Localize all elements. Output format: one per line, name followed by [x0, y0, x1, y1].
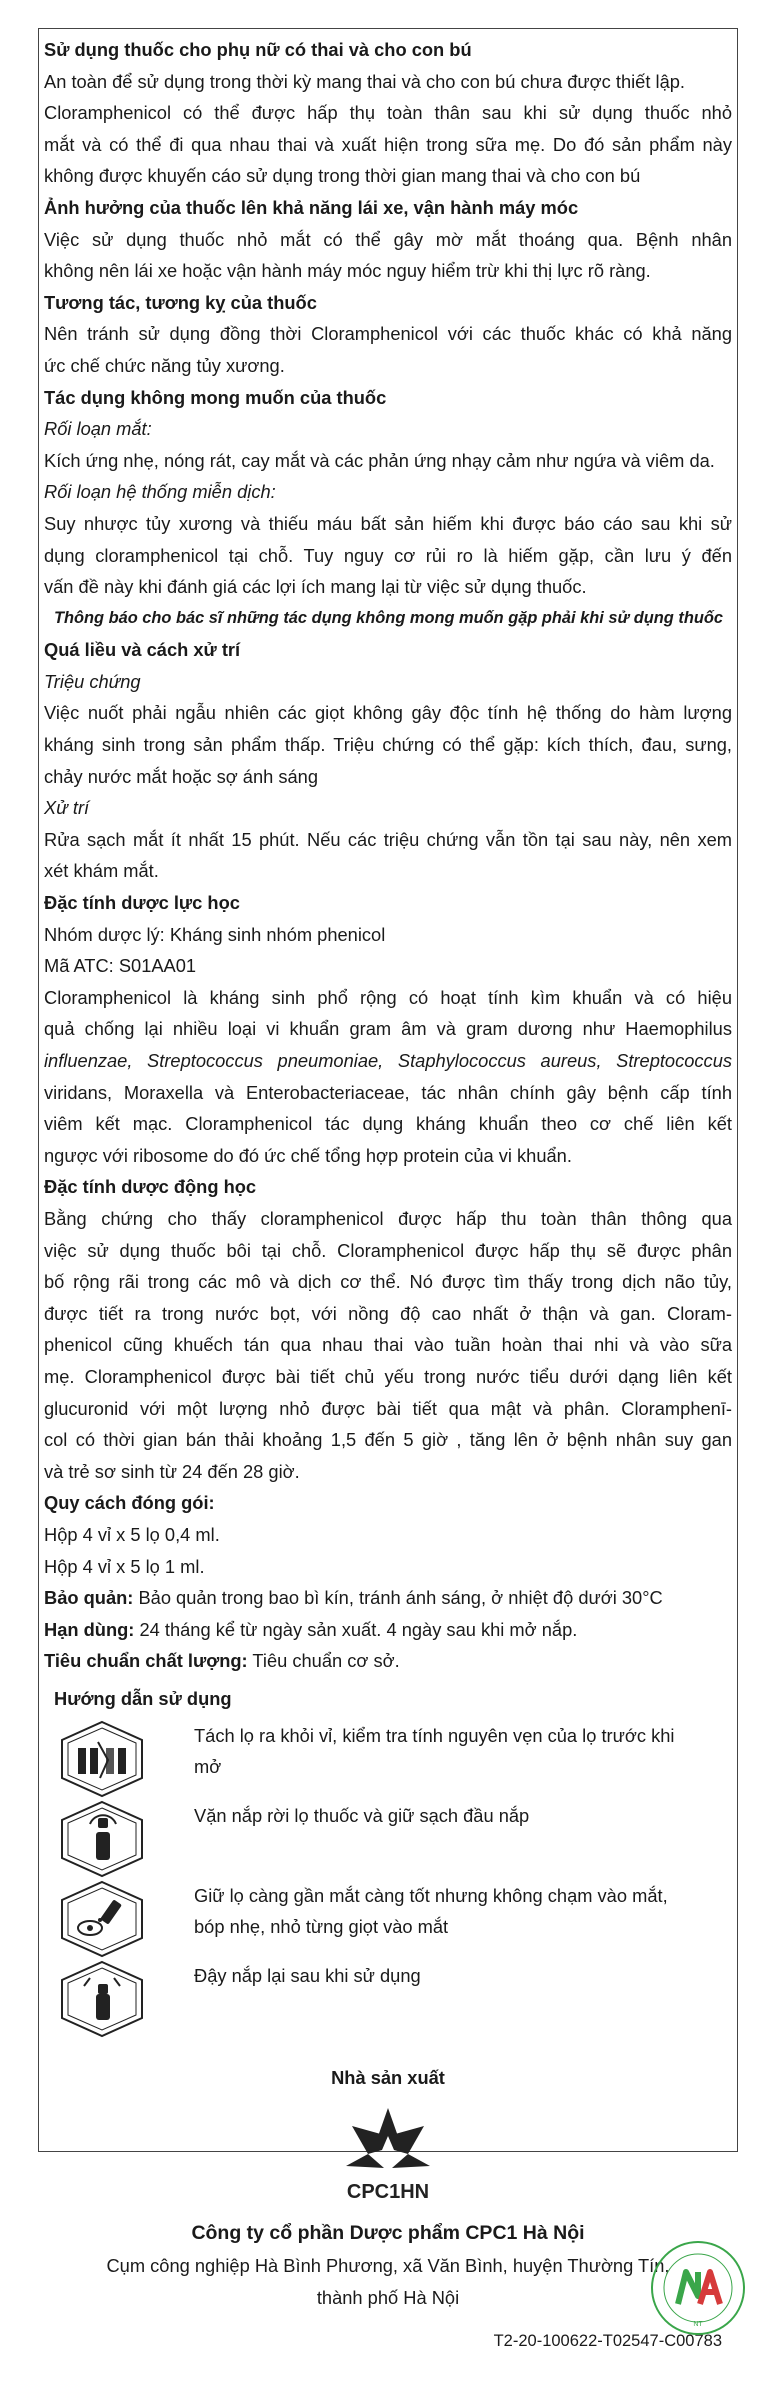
leaflet-text — [44, 34, 732, 1677]
vial-open-icon — [54, 1800, 150, 1878]
eye-drop-icon — [54, 1880, 150, 1958]
text-line: Tác dụng không mong muốn của thuốc — [44, 386, 387, 408]
text-line: An toàn để sử dụng trong thời kỳ mang thai và cho con bú chưa được thiết lập. — [44, 70, 685, 92]
text-line: col có thời gian bán thải khoảng 1,5 đến 5 giờ , tăng lên ở bệnh nhân suy gan — [44, 1429, 732, 1451]
text-line: không được khuyến cáo sử dụng trong thời gian mang thai và cho con bú — [44, 165, 641, 187]
text-line: Việc nuốt phải ngẫu nhiên các giọt không gây độc tính hệ thống do hàm lượng — [44, 702, 732, 724]
text-line: chảy nước mắt hoặc sợ ánh sáng — [44, 765, 319, 787]
leaflet-content — [44, 34, 732, 2351]
text-line: xét khám mắt. — [44, 860, 159, 882]
text-line: không nên lái xe hoặc vận hành máy móc nguy hiểm trừ khi thị lực rõ ràng. — [44, 260, 651, 282]
text-line: viridans, Moraxella và Enterobacteriaceae, tác nhân chính gây bệnh cấp tính — [44, 1081, 732, 1103]
text-line: Nhóm dược lý: Kháng sinh nhóm phenicol — [44, 923, 386, 945]
text-line: Ảnh hưởng của thuốc lên khả năng lái xe, vận hành máy móc — [44, 196, 579, 218]
text-line: Rối loạn hệ thống miễn dịch: — [44, 481, 276, 503]
usage-step-text: Đậy nắp lại sau khi sử dụng — [194, 1965, 421, 1987]
text-line: phenicol cũng khuếch tán qua nhau thai vào tuần hoàn thai nhi và vào sữa — [44, 1334, 732, 1356]
manufacturer-title: Nhà sản xuất — [331, 2067, 445, 2089]
text-line: Đặc tính dược lực học — [44, 892, 240, 914]
text-line: Kích ứng nhẹ, nóng rát, cay mắt và các phản ứng nhạy cảm như ngứa và viêm da. — [44, 449, 715, 471]
document-code: T2-20-100622-T02547-C00783 — [493, 2331, 722, 2350]
manufacturer-section — [44, 2062, 732, 2313]
text-line: được tiết ra trong nước bọt, với nồng độ cao nhất ở thận và gan. Cloram- — [44, 1302, 732, 1324]
company-address-2: thành phố Hà Nội — [316, 2286, 460, 2308]
text-line: Hộp 4 vỉ x 5 lọ 0,4 ml. — [44, 1523, 220, 1545]
text-line: ức chế chức năng tủy xương. — [44, 354, 285, 376]
text-line: bố rộng rãi trong các mô và dịch cơ thể. Nó được tìm thấy trong dịch não tủy, — [44, 1271, 732, 1293]
text-line: Rửa sạch mắt ít nhất 15 phút. Nếu các triệu chứng vẫn tồn tại sau này, nên xem — [44, 828, 732, 850]
text-line: glucuronid với một lượng nhỏ được bài tiết qua mật và phân. Cloramphenī- — [44, 1397, 732, 1419]
text-line: quả chống lại nhiều loại vi khuẩn gram âm và gram dương như Haemophilus — [44, 1018, 732, 1040]
usage-step — [54, 1720, 732, 1800]
field-value: 24 tháng kể từ ngày sản xuất. 4 ngày sau khi mở nắp. — [134, 1618, 578, 1640]
field-value: Tiêu chuẩn cơ sở. — [247, 1650, 400, 1672]
text-line: và trẻ sơ sinh từ 24 đến 28 giờ. — [44, 1460, 300, 1482]
usage-step — [54, 1960, 732, 2040]
pharmacy-stamp — [648, 2238, 748, 2338]
text-line: Thông báo cho bác sĩ những tác dụng không mong muốn gặp phải khi sử dụng thuốc — [54, 608, 723, 627]
text-line: Triệu chứng — [44, 670, 141, 692]
text-line: dụng cloramphenicol tại chỗ. Tuy nguy cơ rủi ro là hiếm gặp, cần lưu ý đến — [44, 544, 732, 566]
text-line: Việc sử dụng thuốc nhỏ mắt có thể gây mờ mắt thoáng qua. Bệnh nhân — [44, 228, 732, 250]
vial-tear-icon — [54, 1720, 150, 1798]
text-line: Hộp 4 vỉ x 5 lọ 1 ml. — [44, 1555, 205, 1577]
text-line: mắt và có thể đi qua nhau thai và xuất hiện trong sữa mẹ. Do đó sản phẩm này — [44, 133, 732, 155]
usage-step — [54, 1880, 732, 1960]
field-label: Hạn dùng: — [44, 1618, 135, 1640]
text-line: Đặc tính dược động học — [44, 1176, 257, 1198]
text-line: việc sử dụng thuốc bôi tại chỗ. Cloramphenicol được hấp thụ sẽ được phân — [44, 1239, 732, 1261]
text-line — [44, 1582, 732, 1614]
field-label: Tiêu chuẩn chất lượng: — [44, 1650, 248, 1672]
text-line: Cloramphenicol có thể được hấp thụ toàn thân sau khi sử dụng thuốc nhỏ — [44, 102, 732, 124]
company-address-1: Cụm công nghiệp Hà Bình Phương, xã Văn Bình, huyện Thường Tín, — [106, 2254, 670, 2276]
text-line: Rối loạn mắt: — [44, 418, 152, 440]
text-line: Sử dụng thuốc cho phụ nữ có thai và cho con bú — [44, 39, 472, 60]
usage-guide-title: Hướng dẫn sử dụng — [54, 1687, 232, 1709]
cpc1-logo — [328, 2102, 448, 2212]
logo-text: CPC1HN — [346, 2181, 430, 2204]
text-line — [44, 1645, 732, 1677]
text-line: viêm kết mạc. Cloramphenicol tác dụng kháng khuẩn theo cơ chế liên kết — [44, 1113, 732, 1135]
text-line: Cloramphenicol là kháng sinh phổ rộng có hoạt tính kìm khuẩn và có hiệu — [44, 986, 732, 1008]
stamp-logo: NT — [693, 2321, 703, 2328]
text-line: Quá liều và cách xử trí — [44, 639, 241, 661]
usage-step-text: Tách lọ ra khỏi vỉ, kiểm tra tính nguyên vẹn của lọ trước khi mở — [194, 1725, 675, 1778]
text-line: kháng sinh trong sản phẩm thấp. Triệu chứng có thể gặp: kích thích, đau, sưng, — [44, 734, 732, 756]
text-line: Quy cách đóng gói: — [44, 1492, 215, 1514]
field-label: Bảo quản: — [44, 1587, 134, 1609]
text-line: ngược với ribosome do đó ức chế tổng hợp protein của vi khuẩn. — [44, 1144, 572, 1166]
text-line: Suy nhược tủy xương và thiếu máu bất sản hiếm khi được báo cáo sau khi sử — [44, 512, 732, 534]
usage-step-text: Giữ lọ càng gần mắt càng tốt nhưng không chạm vào mắt, bóp nhẹ, nhỏ từng giọt vào mắt — [194, 1885, 668, 1938]
field-value: Bảo quản trong bao bì kín, tránh ánh sáng, ở nhiệt độ dưới 30°C — [133, 1587, 663, 1609]
text-line: Tương tác, tương kỵ của thuốc — [44, 291, 317, 313]
text-line: influenzae, Streptococcus pneumoniae, Staphylococcus aureus, Streptococcus — [44, 1050, 732, 1071]
text-line: mẹ. Cloramphenicol được bài tiết chủ yếu trong nước tiểu dưới dạng liên kết — [44, 1365, 732, 1387]
usage-step — [54, 1800, 732, 1880]
text-line: Bằng chứng cho thấy cloramphenicol được hấp thu toàn thân thông qua — [44, 1207, 732, 1229]
text-line: Xử trí — [44, 797, 90, 819]
usage-step-text: Vặn nắp rời lọ thuốc và giữ sạch đầu nắp — [194, 1805, 530, 1827]
vial-close-icon — [54, 1960, 150, 2038]
usage-steps — [44, 1720, 732, 2040]
text-line: vấn đề này khi đánh giá các lợi ích mang lại từ việc sử dụng thuốc. — [44, 576, 587, 598]
company-name: Công ty cổ phần Dược phẩm CPC1 Hà Nội — [191, 2222, 585, 2245]
text-line: Mã ATC: S01AA01 — [44, 955, 197, 977]
text-line — [44, 1614, 732, 1646]
text-line: Nên tránh sử dụng đồng thời Cloramphenicol với các thuốc khác có khả năng — [44, 323, 732, 345]
